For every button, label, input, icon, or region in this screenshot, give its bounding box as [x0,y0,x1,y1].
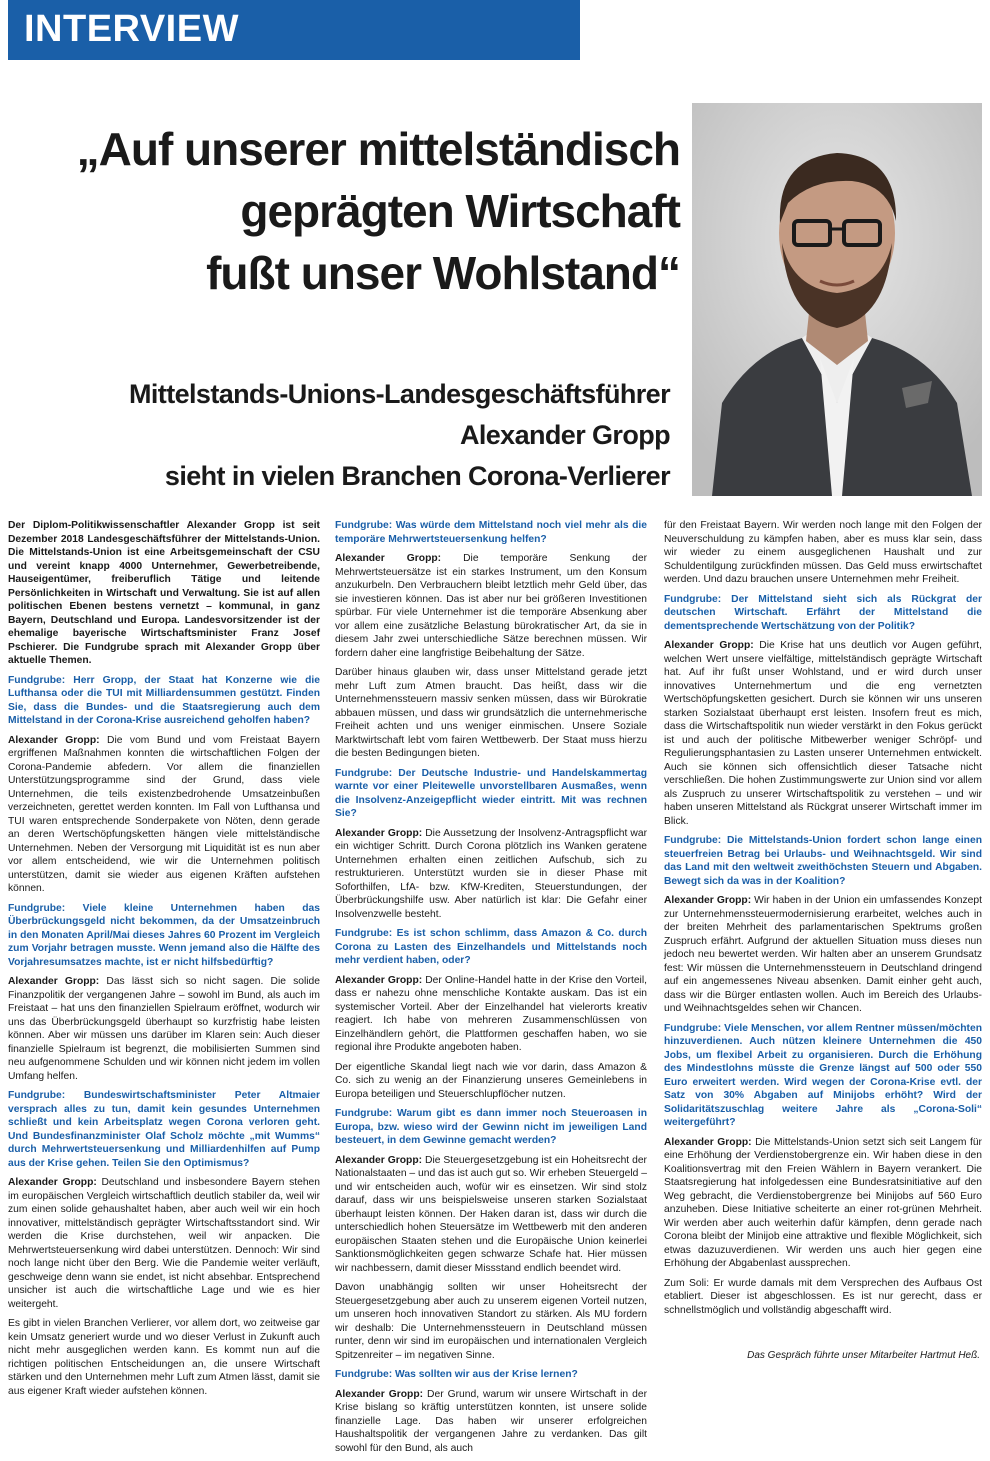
answer [664,894,982,1016]
headline-line: fußt unser Wohlstand“ [206,247,680,299]
article-column-3 [664,519,982,1323]
section-label: INTERVIEW [24,8,239,50]
answer [335,974,647,1055]
question: Fundgrube: Was sollten wir aus der Krise lernen? [335,1369,578,1380]
answer-text: Die temporäre Senkung der Mehrwertsteuersätze ist ein starkes Instrument, um den Konsum anzukurbeln. Den Verbrauchern bleibt letztlich mehr Geld über, das sie investieren können. Das ist aber nur bei größeren Investitionen spürbar. Für viele Unternehmer ist die temporäre Absenkung aber vor allem eine zusätzliche Belastung bürokratischer Art, da sie in diesem Jahr zwei unterschiedliche Sätze berechnen müssen. Wir fordern daher eine langfristige Beibehaltung der Sätze. [335,553,647,659]
subheadline [60,374,670,497]
speaker-label: Alexander Gropp: [335,827,423,839]
answer-text: Der Grund, warum wir unsere Wirtschaft in der Krise bislang so kräftig unterstützen konnten, ist unsere solide finanzielle Lage. Das haben wir unserer erfolgreichen Haushaltspolitik der vergangenen Jahre zu verdanken. Das gilt sowohl für den Bund, als auch [335,1388,647,1454]
article-column-1 [8,519,320,1404]
speaker-label: Alexander Gropp: [664,1136,752,1148]
question: Fundgrube: Die Mittelstands-Union fordert schon lange einen steuerfreien Betrag bei Urlaubs- und Weihnachtsgeld. Wir sind das Land mit den weltweit zweithöchsten Steuern und Abgaben. Bewegt sich da was in der Koalition? [664,835,982,887]
question: Fundgrube: Der Deutsche Industrie- und Handelskammertag warnte vor einer Pleitewelle unvorstellbaren Ausmaßes, wenn die Insolvenz-Anzeigepflicht wieder eintritt. Mit was rechnen Sie? [335,767,647,819]
answer-text: Die Mittelstands-Union setzt sich seit Langem für eine Erhöhung der Verdienstobergrenze ein. Wir haben diese in den Koalitionsvertrag mit den Freien Wählern in Bayern verankert. Die Staatsregierung hat infolgedessen eine Bundesratsinitiative auf den Weg gebracht, die Verdienstobergrenze bei Minijobs auf 560 Euro anzuheben. Diese Initiative scheiterte an einer rot-grünen Mehrheit. Wir werden aber auch weiterhin dafür kämpfen, denn gerade nach Corona bleibt der Minijob eine attraktive und flexible Möglichkeit, sich etwas dazuzuverdienen. Wir werden uns auch hier gegen eine Erhöhung der Abgabenlast aussprechen. [664,1136,982,1269]
headline-line: „Auf unserer mittelständisch [76,123,680,175]
speaker-label: Alexander Gropp: [8,734,100,746]
author-credit: Das Gespräch führte unser Mitarbeiter Hartmut Heß. [747,1350,980,1361]
speaker-label: Alexander Gropp: [664,640,754,651]
body-paragraph: Es gibt in vielen Branchen Verlierer, vor allem dort, wo zeitweise gar kein Umsatz generiert wurde und wo dieser Verlust in Zukunft auch nicht mehr ausgeglichen werden kann. Es kommt nun auf die richtigen politischen Entscheidungen an, die unsere Wirtschaft stärken und den Unternehmen mehr Luft zum Atmen lässt, damit sie aus eigener Kraft wieder aufstehen können. [8,1318,320,1397]
answer-text: Die Steuergesetzgebung ist ein Hoheitsrecht der Nationalstaaten – und das ist auch gut so. Wir erheben Steuergeld – und wir entscheiden auch, wofür wir es einsetzen. Wir sind stolz darauf, dass wir uns beispielsweise unseren starken Sozialstaat überhaupt leisten können. Der Haken daran ist, dass wir durch die unterschiedlich hohen Steuersätze im Wettbewerb mit den anderen europäischen Staaten stehen und die Europäische Union keinerlei Sanktionsmöglichkeiten gegen schwarze Schafe hat. Hier müssen wir nachbessern, damit dieser Missstand endlich beendet wird. [335,1154,647,1274]
subheadline-line: sieht in vielen Branchen Corona-Verlierer [164,461,670,491]
answer-text: Die Aussetzung der Insolvenz-Antragspflicht war ein wichtiger Schritt. Durch Corona plötzlich ins Wanken geratene Unternehmen erhalten einen zeitlichen Aufschub, sich zu restrukturieren. Unterstützt wurden sie in dieser Phase mit Soforthilfen, LfA- bzw. KfW-Krediten, Steuerstundungen, der Überbrückungshilfe usw. Aber natürlich ist klar: Die Gefahr einer Insolvenzwelle besteht. [335,827,647,920]
subheadline-line: Mittelstands-Unions-Landesgeschäftsführer [129,379,670,409]
section-banner [8,0,580,60]
speaker-label: Alexander Gropp: [8,1177,97,1188]
speaker-label: Alexander Gropp: [335,1388,424,1400]
answer [335,1154,647,1276]
question: Fundgrube: Herr Gropp, der Staat hat Konzerne wie die Lufthansa oder die TUI mit Milliardensummen gestützt. Finden Sie, dass die Bundes- und die Staatsregierung auch dem Mittelstand in der Corona-Krise ausreichend geholfen haben? [8,674,320,726]
intro-paragraph: Der Diplom-Politikwissenschaftler Alexander Gropp ist seit Dezember 2018 Landesgeschäftsführer der Mittelstands-Union. Die Mittelstands-Union ist eine Arbeitsgemeinschaft der CSU und vereint knapp 4000 Unternehmer, Gewerbetreibende, Hauseigentümer, freiberuflich Tätige und leitende Persönlichkeiten in Wirtschaft und Verwaltung. Sie ist auf allen politischen Ebenen bestens vernetzt – kommunal, in ganz Bayern, Deutschland und Europa. Landesvorsitzender ist der ehemalige bayerische Wirtschaftsminister Franz Josef Pschierer. Die Fundgrube sprach mit Alexander Gropp über aktuelle Themen. [8,520,320,666]
body-paragraph: Zum Soli: Er wurde damals mit dem Versprechen des Aufbaus Ost etabliert. Dieser ist abgeschlossen. Es ist nur gerecht, dass er schnellstmöglich und vollständig abgeschafft wird. [664,1277,982,1316]
answer-text: Deutschland und insbesondere Bayern stehen im europäischen Vergleich wirtschaftlich deutlich stabiler da, weil wir zum einen solide gehaushaltet haben, aber auch weil wir ein hoch innovativer, mittelständisch geprägter Wirtschaftsstandort sind. Wir werden die Krise durchstehen, weil wir anpacken. Die Mehrwertsteuersenkung wird dabei unterstützen. Dennoch: Wir sind noch lange nicht über den Berg. Wie die Pandemie weiter verläuft, geschweige denn wann sie endet, ist nicht absehbar. Entsprechend unsicher ist auch die wirtschaftliche Lage und wie es hier weitergeht. [8,1177,320,1310]
answer [664,639,982,828]
question: Fundgrube: Viele kleine Unternehmen haben das Überbrückungsgeld nicht bekommen, da der Umsatzeinbruch in den Monaten April/Mai dieses Jahres 60 Prozent im Vergleich zum Vorjahr betragen musste. Wenn jemand also die Hälfte des Vorjahresumsatzes machte, ist er nicht hilfsbedürftig? [8,902,320,968]
portrait-photo [692,103,982,496]
answer [8,734,320,896]
article-column-2 [335,519,647,1461]
body-paragraph: Davon unabhängig sollten wir unser Hoheitsrecht der Steuergesetzgebung aber auch zu unserem eigenen Vorteil nutzen, um unseren hoch innovativen Standort zu stärken. Als MU fordern wir deshalb: Die Unternehmenssteuern in Deutschland müssen runter, denn wir sind im europäischen und internationalen Vergleich Spitzenreiter – im negativen Sinne. [335,1282,647,1361]
headline-line: geprägten Wirtschaft [240,185,680,237]
body-paragraph: für den Freistaat Bayern. Wir werden noch lange mit den Folgen der Neuverschuldung zu kämpfen haben, aber es muss klar sein, dass wir wieder zu einem ausgeglichenen Haushalt und zur Schuldentilgung zurückfinden müssen. Das Geld muss erwirtschaftet werden. Und dazu brauchen unsere Unternehmen mehr Freiheit. [664,520,982,585]
answer-text: Der Online-Handel hatte in der Krise den Vorteil, dass er nahezu ohne menschliche Kontakte auskam. Das ist ein systemischer Vorteil. Aber der Einzelhandel hat vielerorts kreativ reagiert. Ich habe von mehreren Zusammenschlüssen von Einzelhändlern gehört, die Plattformen geschaffen haben, wo sie regional ihre Produkte angeboten haben. [335,974,647,1053]
speaker-label: Alexander Gropp: [8,976,100,987]
speaker-label: Alexander Gropp: [335,1154,423,1166]
question: Fundgrube: Viele Menschen, vor allem Rentner müssen/möchten hinzuverdienen. Auch nützen kleinere Unternehmen die 450 Jobs, um flexibel Arbeit zu organisieren. Durch die Erhöhung des Mindestlohns müsste die Grenze längst auf 500 oder 550 Euro erweitert werden. Wird wegen der Corona-Krise evtl. der Satz von 30% Abgaben auf Minijobs erhöht? Wird der Solidaritätszuschlag weitere Jahre als „Corona-Soli“ weitergeführt? [664,1022,982,1128]
answer-text: Die Krise hat uns deutlich vor Augen geführt, welchen Wert unsere vielfältige, mittelständisch geprägte Wirtschaft hat. Auf ihr fußt unser Wohlstand, und er wird durch unser innovatives Unternehmertum und die eng vernetzten Wertschöpfungsketten gesichert. Durch sie können wir uns unseren starken Sozialstaat überhaupt erst leisten. Insofern freut es mich, dass die Wirtschaftspolitik nun wieder verstärkt in den Fokus gerückt ist und auch der politische Mitbewerber weniger Schröpf- und Regulierungsphantasien zu Lasten unserer Unternehmen entwickelt. Auch sie können sich offensichtlich dieser Tatsache nicht verschließen. Die hohen Zustimmungswerte zur Union sind vor allem als Zuspruch zu unserer Wirtschaftspolitik zu verstehen – und wir haben unseren Mittelstand als Rückgrat unserer Wirtschaft immer im Blick. [664,640,982,827]
question: Fundgrube: Es ist schon schlimm, dass Amazon & Co. durch Corona zu Lasten des Einzelhandels und Mittelstands noch mehr verdient haben, oder? [335,928,647,966]
body-paragraph: Darüber hinaus glauben wir, dass unser Mittelstand gerade jetzt mehr Luft zum Atmen braucht. Das heißt, dass wir die Unternehmenssteuern massiv senken müssen, dass wir Bürokratie abbauen müssen, und dass wir grundsätzlich die unternehmerische Freiheit achten und uns weniger einmischen. Unsere Soziale Marktwirtschaft lebt vom fairen Wettbewerb. Der Staat muss hierzu die besten Bedingungen bieten. [335,667,647,759]
answer-text: Das lässt sich so nicht sagen. Die solide Finanzpolitik der vergangenen Jahre – sowohl im Bund, als auch im Freistaat – hat uns den finanziellen Spielraum eröffnet, wodurch wir uns das Überbrückungsgeld überhaupt so kurzfristig habe leisten können. Aber wir müssen uns darüber im Klaren sein: Auch dieser finanzielle Spielraum ist begrenzt, die mobilisierten Summen sind neu aufgenommene Schulden und wir können nicht jedem im vollen Umfang helfen. [8,976,321,1082]
answer [8,1176,320,1311]
body-paragraph: Der eigentliche Skandal liegt nach wie vor darin, dass Amazon & Co. sich zu wenig an der Finanzierung unseres Gemeinlebens in Europa beteiligen und Steuerschlupflöcher nutzen. [335,1061,647,1100]
question: Fundgrube: Warum gibt es dann immer noch Steueroasen in Europa, bzw. wieso wird der Gewinn nicht im jeweiligen Land besteuert, in dem Gewinne gemacht werden? [335,1108,647,1146]
answer [335,552,647,660]
subheadline-line: Alexander Gropp [459,420,670,450]
speaker-label: Alexander Gropp: [335,553,442,564]
question: Fundgrube: Was würde dem Mittelstand noch viel mehr als die temporäre Mehrwertsteuersenkung helfen? [335,520,647,545]
speaker-label: Alexander Gropp: [664,895,752,906]
answer [664,1136,982,1271]
answer-text: Die vom Bund und vom Freistaat Bayern ergriffenen Maßnahmen konnten die wirtschaftlichen Folgen der Corona-Pandemie abfedern. Vor allem die finanziellen Unterstützungsprogramme sind der Grund, dass viele Unternehmen, die teils existenzbedrohende Umsatzeinbußen verzeichneten, gerettet werden konnten. Im Fall von Lufthansa und TUI waren entsprechende Sonderpakete von Nöten, denn gerade an deren Wertschöpfungsketten hängen viele mittelständische Unternehmen. Neben der Versorgung mit Liquidität ist es nun aber vor allem entscheidend, wie wir die Unternehmen politisch unterstützen, damit sie wieder aus eigenen Kräften aufstehen können. [8,734,320,894]
answer [8,975,320,1083]
question: Fundgrube: Der Mittelstand sieht sich als Rückgrat der deutschen Wirtschaft. Erfährt der Mittelstand die dementsprechende Wertschätzung von der Politik? [664,593,982,632]
question: Fundgrube: Bundeswirtschaftsminister Peter Altmaier versprach alles zu tun, damit kein gesundes Unternehmen schließt und kein Arbeitsplatz wegen Corona verloren geht. Und Bundesfinanzminister Olaf Scholz möchte „mit Wumms“ durch Mehrwertsteuersenkung und Milliardenhilfen auf Pump aus der Krise gehen. Teilen Sie den Optimismus? [8,1090,320,1169]
answer [335,1388,647,1456]
answer-text: Wir haben in der Union ein umfassendes Konzept zur Unternehmenssteuermodernisierung erarbeitet, welches auch in der breiten Mehrheit des parlamentarischen Spektrums großen Zuspruch erfährt. Aufgrund der aktuellen Situation muss dieses nun jedoch neu bewertet werden. Wir halten aber an unserem Grundsatz fest: Wir müssen die Unternehmenssteuern in Deutschland dringend auf ein angemessenes Niveau absenken. Damit einher geht auch, dass wir die Bürger entlasten wollen. Auch im Bereich des Urlaubs- und Weihnachtsgeldes sehen wir Chancen. [664,895,982,1014]
speaker-label: Alexander Gropp: [335,974,423,986]
headline [60,118,680,304]
answer [335,827,647,922]
